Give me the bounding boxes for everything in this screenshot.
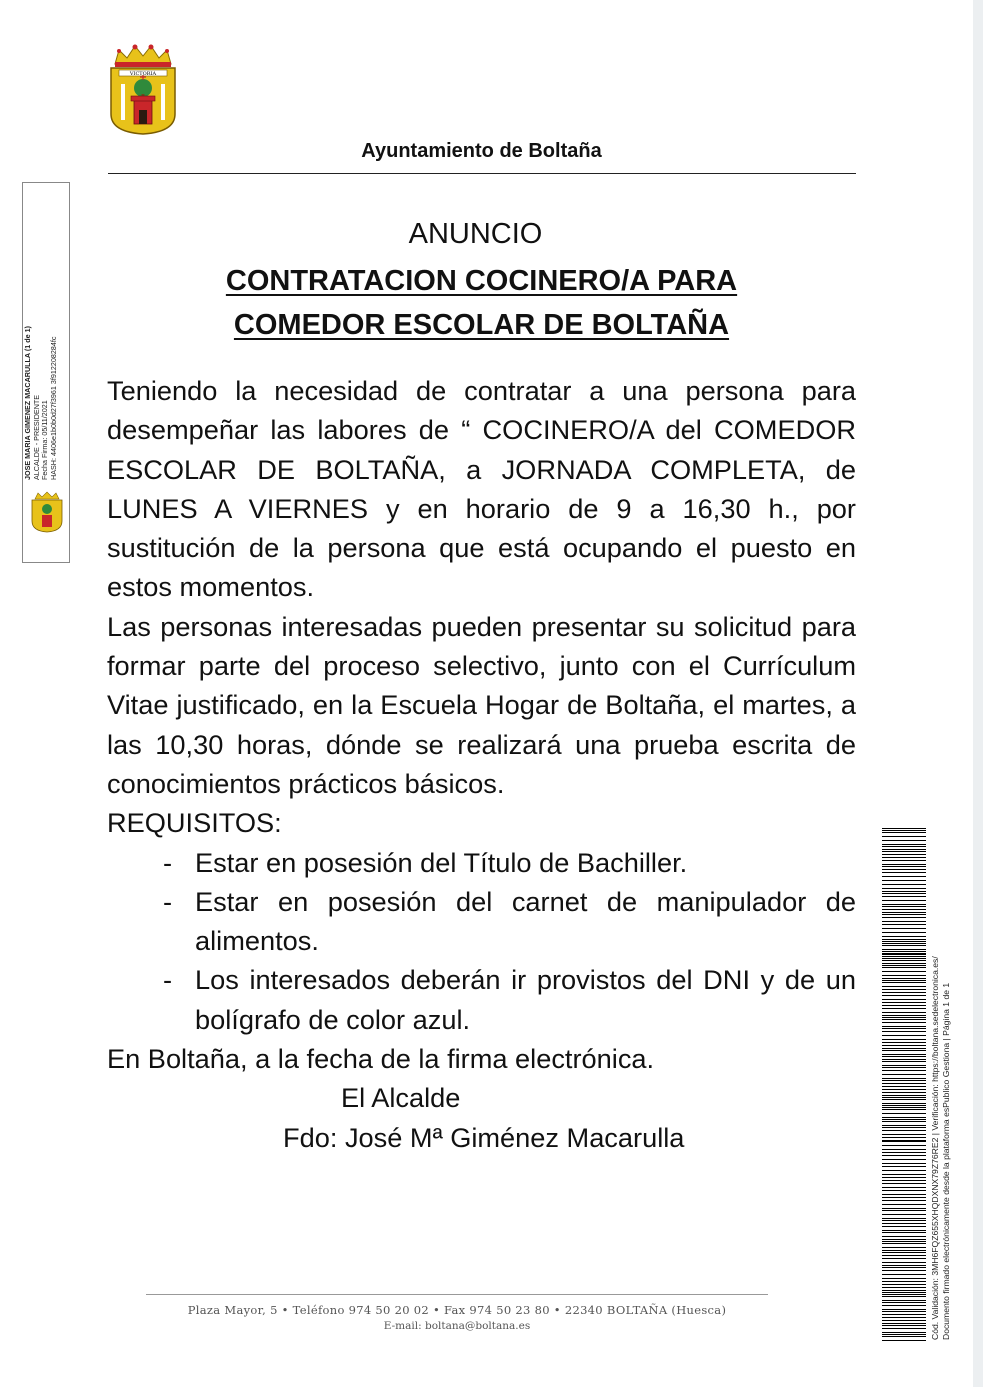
municipal-crest-logo [107, 44, 179, 136]
requirements-list [107, 843, 856, 1039]
requirements-label: REQUISITOS: [107, 807, 282, 839]
verification-code-line: Cód. Validación: 3MH6FQZ655XHQDXNX79Z76RE2 | Verificación: https://boltana.sedelectronica.es/ [930, 956, 940, 1340]
header-divider [108, 173, 856, 174]
organization-name: Ayuntamiento de Boltaña [361, 140, 602, 162]
verification-text [930, 880, 951, 1340]
signer-title: El Alcalde [341, 1082, 461, 1114]
place-and-date: En Boltaña, a la fecha de la firma electrónica. [107, 1043, 655, 1075]
crest-motto: VICTORIA [129, 71, 157, 77]
announcement-heading: ANUNCIO [408, 218, 543, 250]
signature-signer: JOSE MARIA GIMENEZ MACARULLA (1 de 1) [23, 325, 32, 480]
paragraph-application-info: Las personas interesadas pueden presentar su solicitud para formar parte del proceso selectivo, junto con el Currículum Vitae justificado, en la Escuela Hogar de Boltaña, el martes, a las 10,30 horas, dónde se realizará una prueba escrita de conocimientos prácticos básicos. [107, 610, 856, 799]
verification-barcode [882, 828, 926, 1341]
announcement-title-line-2: COMEDOR ESCOLAR DE BOLTAÑA [233, 309, 730, 341]
signed-by: Fdo: José Mª Giménez Macarulla [283, 1121, 685, 1153]
list-item: - Estar en posesión del carnet de manipulador de alimentos. [163, 885, 856, 957]
list-item: - Los interesados deberán ir provistos del DNI y de un bolígrafo de color azul. [163, 964, 856, 1035]
announcement-body [107, 371, 856, 1157]
footer-email: E-mail: boltana@boltana.es [383, 1320, 531, 1332]
footer-divider [146, 1294, 768, 1295]
verification-platform-line: Documento firmado electrónicamente desde la plataforma esPublico Gestiona | Página 1 de 1 [940, 982, 951, 1340]
page-edge [973, 0, 983, 1387]
signature-date: Fecha Firma: 05/11/2021 [40, 400, 50, 480]
announcement-title-line-1: CONTRATACION COCINERO/A PARA [225, 265, 738, 297]
paragraph-job-description: Teniendo la necesidad de contratar a una persona para desempeñar las labores de “ COCINERO/A del COMEDOR ESCOLAR DE BOLTAÑA, a JORNADA COMPLETA, de LUNES A VIERNES y en horario de 9 a 16,30 h., por sustitución de la persona que está ocupando el puesto en estos momentos. [107, 375, 856, 603]
signature-details [24, 290, 64, 480]
list-item: - Estar en posesión del Título de Bachiller. [163, 846, 688, 878]
signature-hash: HASH: 4406e1b0b0d27f3961 3f912208284fc [48, 336, 58, 480]
signature-role: ALCALDE - PRESIDENTE [31, 394, 41, 480]
footer-address: Plaza Mayor, 5 • Teléfono 974 50 20 02 • Fax 974 50 23 80 • 22340 BOLTAÑA (Huesca) [187, 1303, 727, 1317]
signature-crest-icon [29, 491, 65, 533]
